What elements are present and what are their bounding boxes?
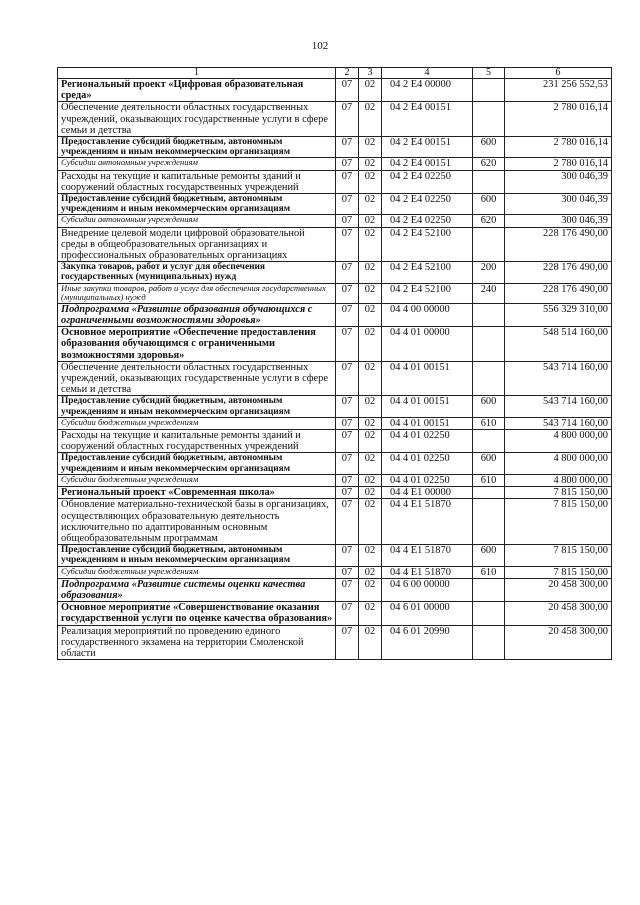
row-expense-type-cell: 240: [473, 283, 505, 303]
row-name-cell: Основное мероприятие «Совершенствование оказания государственной услуги по оценке качества образования»: [58, 602, 336, 625]
row-amount-cell: 7 815 150,00: [505, 566, 612, 578]
row-expense-type-cell: [473, 327, 505, 362]
row-expense-type-cell: 610: [473, 417, 505, 429]
table-row: [58, 170, 612, 193]
row-name-cell: Предоставление субсидий бюджетным, автономным учреждениям и иным некоммерческим организациям: [58, 194, 336, 215]
row-name-cell: Обеспечение деятельности областных государственных учреждений, оказывающих государственные услуги в сфере семьи и детства: [58, 361, 336, 396]
row-expense-type-cell: 610: [473, 474, 505, 486]
row-expense-type-cell: 600: [473, 453, 505, 474]
table-row: [58, 453, 612, 474]
row-name-cell: Подпрограмма «Развитие образования обучающихся с ограниченными возможностями здоровья»: [58, 303, 336, 326]
row-section-cell: 07: [336, 215, 359, 227]
row-section-cell: 07: [336, 578, 359, 601]
table-row: [58, 158, 612, 170]
row-name-cell: Субсидии бюджетным учреждениям: [58, 566, 336, 578]
row-name-cell: Расходы на текущие и капитальные ремонты зданий и сооружений областных государственных учреждений: [58, 170, 336, 193]
row-target-code-cell: 04 4 01 02250: [382, 453, 473, 474]
row-subsection-cell: 02: [359, 499, 382, 545]
row-name-cell: Реализация мероприятий по проведению единого государственного экзамена на территории Смоленской области: [58, 625, 336, 660]
row-subsection-cell: 02: [359, 625, 382, 660]
row-target-code-cell: 04 4 E1 51870: [382, 566, 473, 578]
row-subsection-cell: 02: [359, 578, 382, 601]
row-target-code-cell: 04 2 E4 02250: [382, 215, 473, 227]
row-name-cell: Обеспечение деятельности областных государственных учреждений, оказывающих государственные услуги в сфере семьи и детства: [58, 102, 336, 137]
row-section-cell: 07: [336, 158, 359, 170]
row-name-cell: Субсидии автономным учреждениям: [58, 158, 336, 170]
row-section-cell: 07: [336, 79, 359, 102]
row-subsection-cell: 02: [359, 170, 382, 193]
row-amount-cell: 231 256 552,53: [505, 79, 612, 102]
row-name-cell: Субсидии автономным учреждениям: [58, 215, 336, 227]
row-subsection-cell: 02: [359, 453, 382, 474]
row-section-cell: 07: [336, 417, 359, 429]
row-target-code-cell: 04 2 E4 00151: [382, 137, 473, 158]
row-section-cell: 07: [336, 262, 359, 283]
row-target-code-cell: 04 2 E4 52100: [382, 227, 473, 262]
row-amount-cell: 2 780 016,14: [505, 158, 612, 170]
row-name-cell: Иные закупки товаров, работ и услуг для обеспечения государственных (муниципальных) нужд: [58, 283, 336, 303]
table-row: [58, 430, 612, 453]
row-target-code-cell: 04 2 E4 52100: [382, 283, 473, 303]
table-header-row: [58, 68, 612, 79]
row-amount-cell: 548 514 160,00: [505, 327, 612, 362]
row-name-cell: Подпрограмма «Развитие системы оценки качества образования»: [58, 578, 336, 601]
row-subsection-cell: 02: [359, 566, 382, 578]
row-target-code-cell: 04 2 E4 00151: [382, 102, 473, 137]
row-name-cell: Субсидии бюджетным учреждениям: [58, 474, 336, 486]
row-section-cell: 07: [336, 361, 359, 396]
row-amount-cell: 300 046,39: [505, 215, 612, 227]
row-expense-type-cell: [473, 170, 505, 193]
row-target-code-cell: 04 4 00 00000: [382, 303, 473, 326]
row-section-cell: 07: [336, 396, 359, 417]
row-name-cell: Внедрение целевой модели цифровой образовательной среды в общеобразовательных организациях и профессиональных образовательных организациях: [58, 227, 336, 262]
row-expense-type-cell: [473, 578, 505, 601]
row-section-cell: 07: [336, 194, 359, 215]
row-name-cell: Обновление материально-технической базы в организациях, осуществляющих образовательную деятельность исключительно по адаптированным основным общеобразовательным программам: [58, 499, 336, 545]
row-target-code-cell: 04 4 01 00000: [382, 327, 473, 362]
row-subsection-cell: 02: [359, 283, 382, 303]
row-amount-cell: 20 458 300,00: [505, 625, 612, 660]
row-target-code-cell: 04 2 E4 52100: [382, 262, 473, 283]
row-target-code-cell: 04 4 E1 51870: [382, 545, 473, 566]
header-cell: 4: [382, 68, 473, 79]
table-row: [58, 602, 612, 625]
row-section-cell: 07: [336, 137, 359, 158]
row-section-cell: 07: [336, 474, 359, 486]
row-section-cell: 07: [336, 227, 359, 262]
row-amount-cell: 7 815 150,00: [505, 487, 612, 499]
row-section-cell: 07: [336, 453, 359, 474]
row-target-code-cell: 04 2 E4 02250: [382, 170, 473, 193]
row-subsection-cell: 02: [359, 487, 382, 499]
row-name-cell: Закупка товаров, работ и услуг для обеспечения государственных (муниципальных) нужд: [58, 262, 336, 283]
row-section-cell: 07: [336, 102, 359, 137]
row-amount-cell: 20 458 300,00: [505, 578, 612, 601]
row-expense-type-cell: 620: [473, 158, 505, 170]
row-amount-cell: 228 176 490,00: [505, 283, 612, 303]
row-target-code-cell: 04 2 E4 02250: [382, 194, 473, 215]
row-expense-type-cell: [473, 102, 505, 137]
table-row: [58, 499, 612, 545]
table-row: [58, 396, 612, 417]
row-name-cell: Предоставление субсидий бюджетным, автономным учреждениям и иным некоммерческим организациям: [58, 137, 336, 158]
row-name-cell: Региональный проект «Цифровая образовательная среда»: [58, 79, 336, 102]
row-amount-cell: 4 800 000,00: [505, 430, 612, 453]
row-section-cell: 07: [336, 283, 359, 303]
row-section-cell: 07: [336, 170, 359, 193]
row-subsection-cell: 02: [359, 602, 382, 625]
row-subsection-cell: 02: [359, 194, 382, 215]
row-section-cell: 07: [336, 303, 359, 326]
row-expense-type-cell: [473, 499, 505, 545]
row-expense-type-cell: [473, 625, 505, 660]
row-subsection-cell: 02: [359, 102, 382, 137]
row-expense-type-cell: 200: [473, 262, 505, 283]
row-section-cell: 07: [336, 487, 359, 499]
header-cell: 1: [58, 68, 336, 79]
row-section-cell: 07: [336, 566, 359, 578]
row-subsection-cell: 02: [359, 361, 382, 396]
table-row: [58, 262, 612, 283]
row-subsection-cell: 02: [359, 474, 382, 486]
row-target-code-cell: 04 2 E4 00151: [382, 158, 473, 170]
row-amount-cell: 20 458 300,00: [505, 602, 612, 625]
table-row: [58, 417, 612, 429]
table-row: [58, 227, 612, 262]
row-name-cell: Предоставление субсидий бюджетным, автономным учреждениям и иным некоммерческим организациям: [58, 545, 336, 566]
header-cell: 3: [359, 68, 382, 79]
row-amount-cell: 7 815 150,00: [505, 545, 612, 566]
row-target-code-cell: 04 4 01 00151: [382, 417, 473, 429]
row-amount-cell: 543 714 160,00: [505, 361, 612, 396]
row-expense-type-cell: 620: [473, 215, 505, 227]
row-name-cell: Предоставление субсидий бюджетным, автономным учреждениям и иным некоммерческим организациям: [58, 396, 336, 417]
header-cell: 6: [505, 68, 612, 79]
row-amount-cell: 2 780 016,14: [505, 102, 612, 137]
row-subsection-cell: 02: [359, 303, 382, 326]
row-amount-cell: 543 714 160,00: [505, 396, 612, 417]
table-row: [58, 487, 612, 499]
row-expense-type-cell: [473, 430, 505, 453]
row-section-cell: 07: [336, 430, 359, 453]
table-row: [58, 283, 612, 303]
table-row: [58, 578, 612, 601]
row-amount-cell: 300 046,39: [505, 194, 612, 215]
row-amount-cell: 2 780 016,14: [505, 137, 612, 158]
row-target-code-cell: 04 6 01 00000: [382, 602, 473, 625]
page-number: 102: [311, 40, 329, 52]
table-row: [58, 215, 612, 227]
row-expense-type-cell: 600: [473, 137, 505, 158]
table-row: [58, 137, 612, 158]
row-section-cell: 07: [336, 499, 359, 545]
row-target-code-cell: 04 2 E4 00000: [382, 79, 473, 102]
row-target-code-cell: 04 4 01 00151: [382, 396, 473, 417]
row-target-code-cell: 04 4 01 02250: [382, 474, 473, 486]
row-target-code-cell: 04 4 01 02250: [382, 430, 473, 453]
row-amount-cell: 7 815 150,00: [505, 499, 612, 545]
table-row: [58, 79, 612, 102]
table-row: [58, 194, 612, 215]
row-section-cell: 07: [336, 327, 359, 362]
row-subsection-cell: 02: [359, 430, 382, 453]
row-target-code-cell: 04 4 01 00151: [382, 361, 473, 396]
row-amount-cell: 228 176 490,00: [505, 262, 612, 283]
row-expense-type-cell: 600: [473, 396, 505, 417]
row-subsection-cell: 02: [359, 227, 382, 262]
row-amount-cell: 228 176 490,00: [505, 227, 612, 262]
row-expense-type-cell: [473, 227, 505, 262]
row-expense-type-cell: 600: [473, 194, 505, 215]
row-amount-cell: 300 046,39: [505, 170, 612, 193]
row-amount-cell: 4 800 000,00: [505, 453, 612, 474]
row-target-code-cell: 04 4 E1 51870: [382, 499, 473, 545]
row-name-cell: Региональный проект «Современная школа»: [58, 487, 336, 499]
row-expense-type-cell: [473, 602, 505, 625]
row-name-cell: Субсидии бюджетным учреждениям: [58, 417, 336, 429]
row-name-cell: Основное мероприятие «Обеспечение предоставления образования обучающимся с ограниченными возможностями здоровья»: [58, 327, 336, 362]
table-row: [58, 474, 612, 486]
row-target-code-cell: 04 6 00 00000: [382, 578, 473, 601]
row-expense-type-cell: 610: [473, 566, 505, 578]
row-subsection-cell: 02: [359, 262, 382, 283]
row-subsection-cell: 02: [359, 417, 382, 429]
row-target-code-cell: 04 6 01 20990: [382, 625, 473, 660]
row-subsection-cell: 02: [359, 215, 382, 227]
row-section-cell: 07: [336, 545, 359, 566]
budget-table: [57, 67, 612, 660]
row-expense-type-cell: [473, 79, 505, 102]
table-row: [58, 102, 612, 137]
row-expense-type-cell: 600: [473, 545, 505, 566]
table-row: [58, 361, 612, 396]
table-row: [58, 625, 612, 660]
row-section-cell: 07: [336, 625, 359, 660]
row-subsection-cell: 02: [359, 545, 382, 566]
row-name-cell: Расходы на текущие и капитальные ремонты зданий и сооружений областных государственных учреждений: [58, 430, 336, 453]
header-cell: 2: [336, 68, 359, 79]
row-expense-type-cell: [473, 487, 505, 499]
row-expense-type-cell: [473, 361, 505, 396]
header-cell: 5: [473, 68, 505, 79]
row-expense-type-cell: [473, 303, 505, 326]
row-target-code-cell: 04 4 E1 00000: [382, 487, 473, 499]
table-row: [58, 327, 612, 362]
row-amount-cell: 4 800 000,00: [505, 474, 612, 486]
row-subsection-cell: 02: [359, 158, 382, 170]
row-subsection-cell: 02: [359, 79, 382, 102]
table-row: [58, 303, 612, 326]
row-amount-cell: 556 329 310,00: [505, 303, 612, 326]
table-row: [58, 545, 612, 566]
row-section-cell: 07: [336, 602, 359, 625]
row-subsection-cell: 02: [359, 327, 382, 362]
row-subsection-cell: 02: [359, 137, 382, 158]
row-name-cell: Предоставление субсидий бюджетным, автономным учреждениям и иным некоммерческим организациям: [58, 453, 336, 474]
row-subsection-cell: 02: [359, 396, 382, 417]
table-row: [58, 566, 612, 578]
row-amount-cell: 543 714 160,00: [505, 417, 612, 429]
